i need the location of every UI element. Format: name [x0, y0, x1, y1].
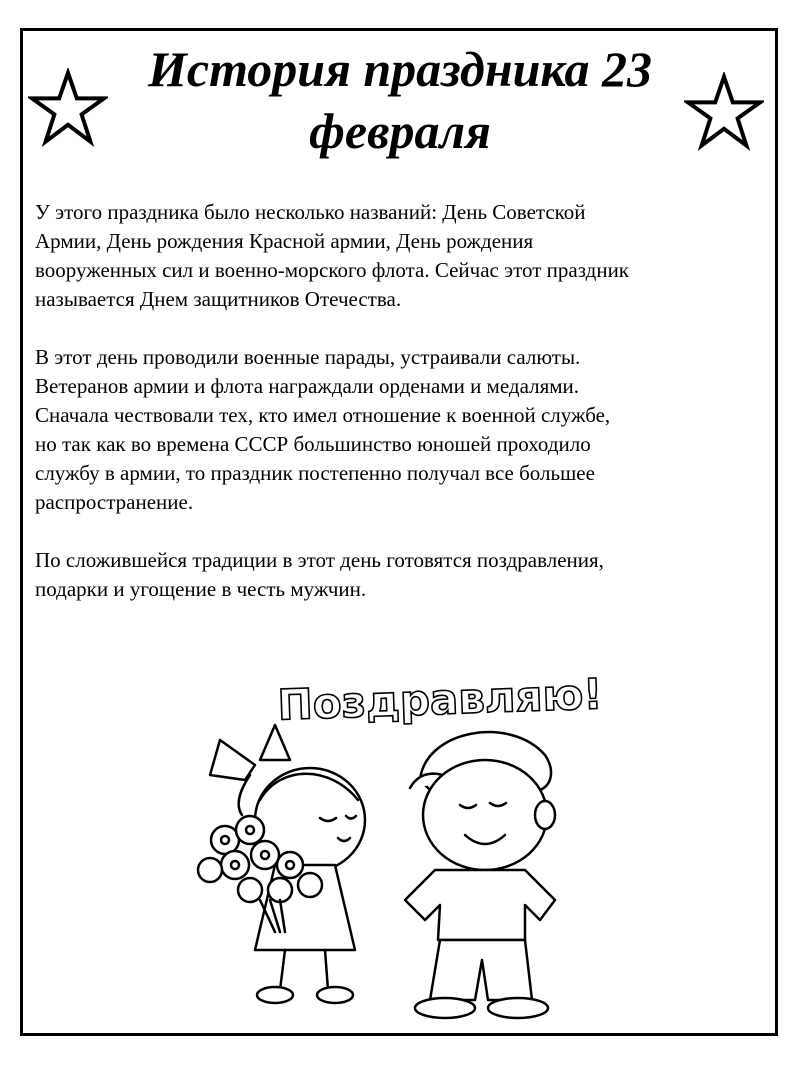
- paragraph-names: У этого праздника было несколько названий: День Советской Армии, День рождения Красной армии, День рождения вооруженных сил и военно-морского флота. Сейчас этот праздник называется Днем защитников Отечества.: [35, 200, 630, 311]
- greeting-lettering: Поздравляю!: [276, 669, 604, 730]
- boy-figure: [405, 732, 555, 1018]
- paragraph-history: В этот день проводили военные парады, устраивали салюты. Ветеранов армии и флота награждали орденами и медалями. Сначала чествовали тех, кто имел отношение к военной службе, но так как во времена СССР большинство юношей проходило службу в армии, то праздник постепенно получал все большее распространение.: [35, 345, 611, 514]
- children-coloring-illustration: [180, 670, 620, 1030]
- star-right-icon: [684, 72, 764, 152]
- star-left-icon: [28, 68, 108, 148]
- page-title: История праздника 23 февраля: [147, 41, 652, 159]
- article-body: [35, 198, 795, 633]
- girl-figure: [198, 725, 365, 1003]
- paragraph-tradition: По сложившейся традиции в этот день готовятся поздравления, подарки и угощение в честь мужчин.: [35, 548, 604, 601]
